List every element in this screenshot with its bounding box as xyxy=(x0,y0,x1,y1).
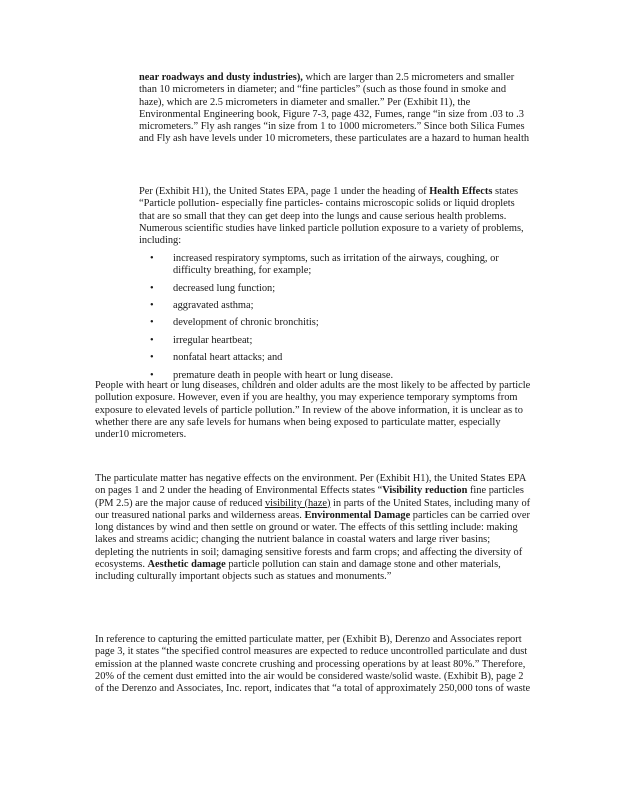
paragraph-text: particles can be carried over long distances by wind and then settle on ground or water. The effects of this settling include: making lakes and streams acidic; changing the nutrient balance in coastal waters and large river basins; depleting the nutrients in soil; damaging sensitive forests and farm crops; and affecting the diversity of ecosystems. xyxy=(95,509,530,571)
list-item xyxy=(146,283,531,295)
paragraph-particle-size xyxy=(139,72,531,146)
bold-heading-health-effects: Health Effects xyxy=(429,186,493,197)
list-item-text: aggravated asthma; xyxy=(173,300,254,312)
paragraph-text: particle pollution can stain and damage stone and other materials, including culturally important objects such as statues and monuments.” xyxy=(95,559,501,583)
list-item xyxy=(146,317,531,329)
health-problems-list xyxy=(146,253,531,387)
bullet-icon: • xyxy=(150,253,154,264)
paragraph-text: in parts of the United States, including many of our treasured national parks and wilderness areas. xyxy=(95,497,531,521)
list-item xyxy=(146,335,531,347)
paragraph-text: The particulate matter has negative effects on the environment. Per (Exhibit H1), the United States EPA on pages 1 and 2 under the heading of Environmental Effects states “ xyxy=(95,473,526,497)
paragraph-text: Per (Exhibit H1), the United States EPA, page 1 under the heading of xyxy=(139,186,430,197)
paragraph-text: fine particles (PM 2.5) are the major cause of reduced xyxy=(95,485,524,509)
paragraph-text: which are larger than 2.5 micrometers and smaller than 10 micrometers in diameter; and “fine particles” (such as those found in smoke and haze), which are 2.5 micrometers in diameter and smaller.” Per (Exhibit I1), the Environmental Engineering book, Figure 7-3, page 432, Fumes, range “in size from .03 to .3 micrometers.” Fly ash ranges “in size from 1 to 1000 micrometers.” Since both Silica Fumes and Fly ash have levels under 10 micrometers, these particulates are a hazard to human health xyxy=(139,72,530,145)
bullet-icon: • xyxy=(150,352,154,364)
list-item xyxy=(146,300,531,312)
list-item-text: decreased lung function; xyxy=(173,282,276,294)
bullet-icon: • xyxy=(150,317,154,329)
paragraph-text: states “Particle pollution- especially fine particles- contains microscopic solids or liquid droplets that are so small that they can get deep into the lungs and cause serious health problems. Numerous scientific studies have linked particle pollution exposure to a variety of problems, including: xyxy=(139,186,524,247)
list-item-text: premature death in people with heart or lung disease. xyxy=(173,369,394,381)
bullet-icon: • xyxy=(150,300,154,312)
paragraph-text: People with heart or lung diseases, children and older adults are the most likely to be affected by particle pollution exposure. However, even if you are healthy, you may experience temporary symptoms from exposure to elevated levels of particle pollution.” In review of the above information, it is unclear as to whether there are any safe levels for humans when being exposed to particulate matter, especially under10 micrometers. xyxy=(95,380,531,441)
paragraph-text: In reference to capturing the emitted particulate matter, per (Exhibit B), Derenzo and Associates report page 3, it states “the specified control measures are expected to reduce uncontrolled particulate and dust emission at the planned waste concrete crushing and processing operations by at least 80%.” Therefore, 20% of the cement dust emitted into the air would be considered waste/solid waste. (Exhibit B), page 2 of the Derenzo and Associates, Inc. report, indicates that “a total of approximately 250,000 tons of waste xyxy=(95,634,531,695)
bullet-icon: • xyxy=(150,282,154,294)
bold-heading-aesthetic-damage: Aesthetic damage xyxy=(147,559,226,571)
list-item-text: irregular heartbeat; xyxy=(173,334,253,346)
list-item xyxy=(146,253,531,278)
underlined-visibility-haze: visibility (haze) xyxy=(264,497,331,509)
paragraph-particulate-capture xyxy=(95,634,531,695)
bullet-icon: • xyxy=(150,334,154,346)
paragraph-health-effects xyxy=(139,186,531,247)
list-item-text: increased respiratory symptoms, such as irritation of the airways, coughing, or difficulty breathing, for example; xyxy=(173,253,499,277)
list-item-text: development of chronic bronchitis; xyxy=(173,317,319,329)
bold-heading-visibility-reduction: Visibility reduction xyxy=(382,485,468,497)
paragraph-at-risk-groups xyxy=(95,380,531,441)
bold-heading-environmental-damage: Environmental Damage xyxy=(304,509,411,521)
list-item-text: nonfatal heart attacks; and xyxy=(173,352,283,364)
list-item xyxy=(146,352,531,364)
paragraph-environmental-effects xyxy=(95,473,531,584)
bold-text: near roadways and dusty industries), xyxy=(139,72,303,83)
bullet-icon: • xyxy=(150,369,154,381)
